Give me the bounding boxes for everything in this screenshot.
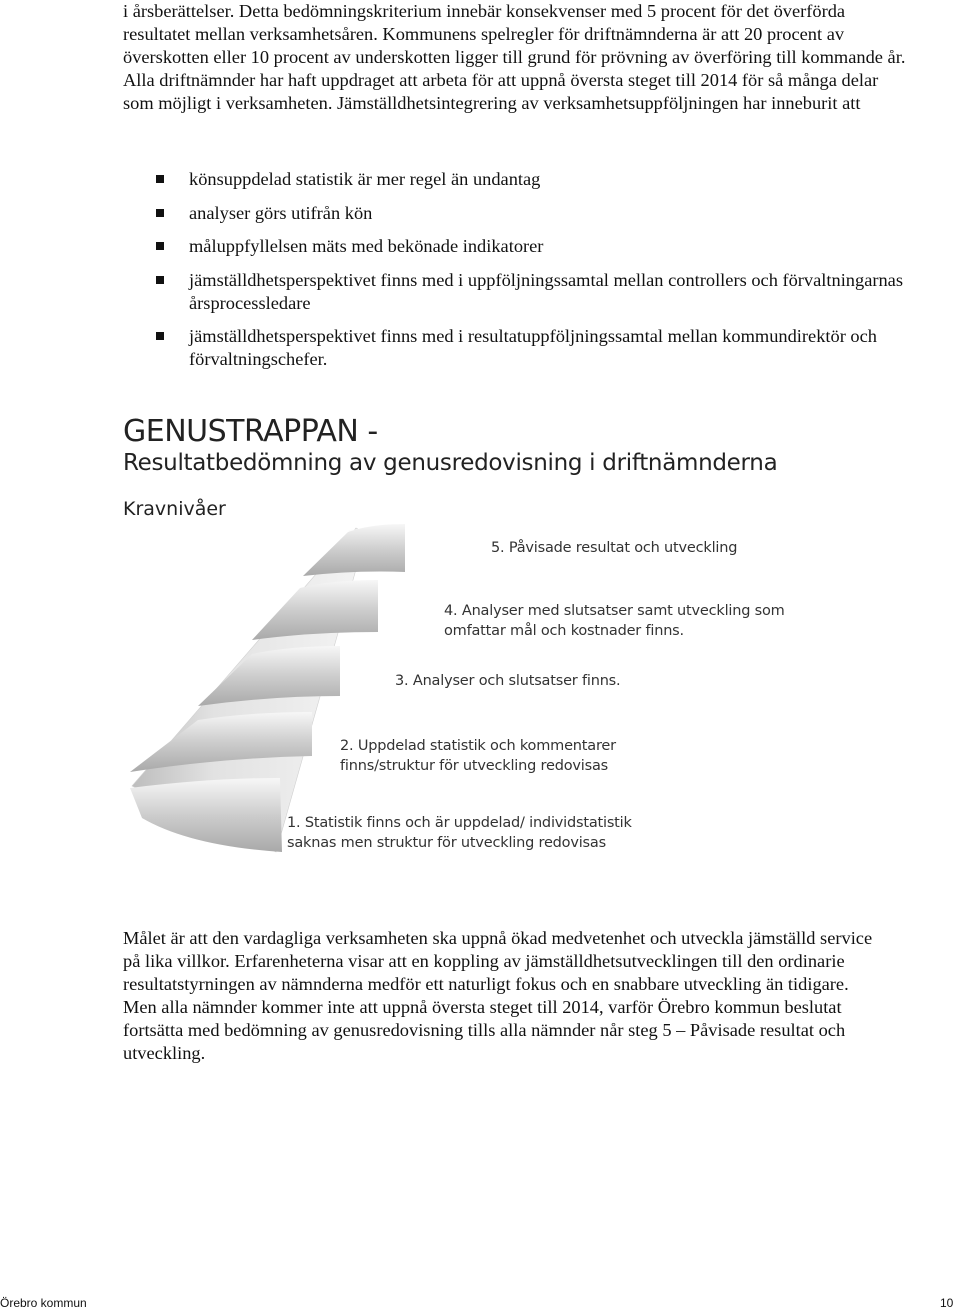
step-5-label	[491, 538, 737, 558]
list-item	[123, 168, 913, 191]
list-item	[123, 269, 913, 315]
step-2-line-2: finns/struktur för utveckling redovisas	[340, 758, 608, 774]
list-item-text: könsuppdelad statistik är mer regel än undantag	[189, 169, 541, 189]
bullet-square-icon	[156, 175, 164, 183]
footer-organization: Örebro kommun	[0, 1296, 87, 1310]
figure-title: GENUSTRAPPAN -	[123, 414, 378, 449]
criteria-list	[123, 168, 913, 382]
list-item-text: analyser görs utifrån kön	[189, 202, 373, 223]
step-4-label	[444, 601, 785, 641]
list-item-text: måluppfyllelsen mäts med bekönade indikatorer	[189, 236, 544, 256]
list-item-text: jämställdhetsperspektivet finns med i resultatuppföljningssamtal mellan kommundirektör och förvaltningschefer.	[189, 326, 877, 369]
stair-riser-1	[130, 778, 282, 852]
step-4-line-2: omfattar mål och kostnader finns.	[444, 623, 684, 639]
figure-subtitle: Resultatbedömning av genusredovisning i driftnämnderna	[123, 450, 778, 476]
staircase-figure	[0, 400, 960, 880]
step-5-line-1: 5. Påvisade resultat och utveckling	[491, 540, 738, 556]
footer-page-number: 10	[940, 1296, 954, 1310]
bullet-square-icon	[156, 276, 164, 284]
stair-riser-4	[252, 580, 378, 640]
step-2-label	[340, 736, 616, 776]
list-item	[123, 235, 913, 258]
step-3-label	[395, 671, 620, 691]
list-item	[123, 202, 913, 225]
list-item-text: jämställdhetsperspektivet finns med i uppföljningssamtal mellan controllers och förvaltningarnas årsprocessledare	[189, 269, 904, 313]
list-item	[123, 325, 913, 371]
step-1-label	[287, 813, 632, 853]
step-3-line-1: 3. Analyser och slutsatser finns.	[395, 673, 621, 689]
step-1-line-2: saknas men struktur för utveckling redovisas	[287, 835, 606, 851]
levels-heading: Kravnivåer	[123, 498, 226, 520]
bullet-square-icon	[156, 242, 164, 250]
stair-riser-5	[303, 524, 405, 576]
bullet-square-icon	[156, 209, 164, 217]
step-2-line-1: 2. Uppdelad statistik och kommentarer	[340, 738, 616, 754]
step-1-line-1: 1. Statistik finns och är uppdelad/ individstatistik	[287, 815, 632, 831]
intro-paragraph: i årsberättelser. Detta bedömningskriterium innebär konsekvenser med 5 procent för det överförda resultatet mellan verksamhetsåren. Kommunens spelregler för driftnämnderna är att 20 procent av överskotten eller 10 procent av underskotten ligger till grund för prövning av överföring till kommande år. Alla driftnämnder har haft uppdraget att arbeta för att uppnå översta steget till 2014 för så många delar som möjligt i verksamheten. Jämställdhetsintegrering av verksamhetsuppföljningen har inneburit att	[123, 1, 906, 113]
step-4-line-1: 4. Analyser med slutsatser samt utveckling som	[444, 603, 785, 619]
conclusion-paragraph: Målet är att den vardagliga verksamheten ska uppnå ökad medvetenhet och utveckla jämställd service på lika villkor. Erfarenheterna visar att en koppling av jämställdhetsutvecklingen till den ordinarie resultatstyrningen av nämnderna medför ett naturligt fokus och en snabbare utveckling än tidigare. Men alla nämnder kommer inte att uppnå översta steget till 2014, varför Örebro kommun beslutat fortsätta med bedömning av genusredovisning tills alla nämnder når steg 5 – Påvisade resultat och utveckling.	[123, 928, 873, 1063]
bullet-square-icon	[156, 332, 164, 340]
